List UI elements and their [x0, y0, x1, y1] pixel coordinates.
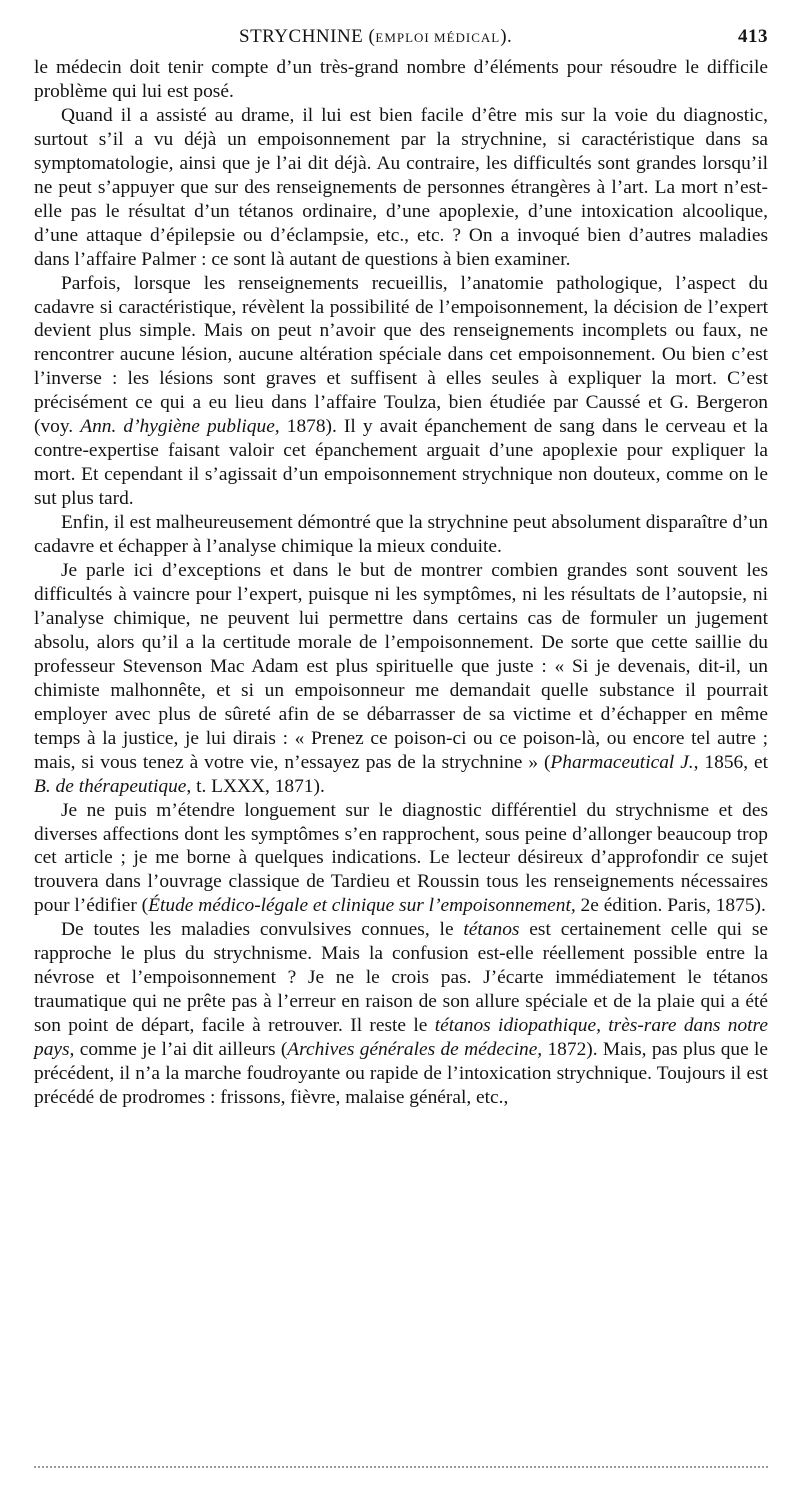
paragraph	[34, 799, 768, 919]
continued-paragraph	[34, 56, 768, 104]
paragraph	[34, 918, 768, 1110]
paragraph	[34, 511, 768, 559]
italic-citation: tétanos	[463, 919, 520, 941]
text-run: Je parle ici d’exceptions et dans le but de montrer combien grandes sont souvent les difficultés à vaincre pour l’expert, puisque ni les symptômes, ni les résultats de l’autopsie, ni l’analyse chimique, ne peuvent lui permettre dans certains cas de formuler un jugement absolu, alors qu’il a la certitude morale de l’empoisonnement. De sorte que cette saillie du professeur Stevenson Mac Adam est plus spirituelle que juste : « Si je devenais, dit-il, un chimiste malhonnête, et si un empoisonneur me demandait quelle substance il pourrait employer avec plus de sûreté afin de se débarrasser de sa victime et d’échapper en même temps à la justice, je lui dirais : « Prenez ce poison-ci ou ce poison-là, ou encore tel autre ; mais, si vous tenez à votre vie, n’essayez pas de la strychnine » (	[34, 560, 768, 773]
text-run: 1878). Il y avait épanchement de sang dans le cerveau et la contre-expertise faisant valoir cet épanchement arguait d’une apoplexie pour expliquer la mort. Et cependant il s’agissait d’un empoisonnement strychnique non douteux, comme on le sut plus tard.	[34, 416, 768, 510]
running-title-smallcaps: EMPLOI MÉDICAL	[375, 30, 501, 45]
italic-citation: tétanos idiopathique, très-rare dans notre pays,	[34, 1015, 768, 1061]
running-title	[239, 26, 512, 48]
running-head	[34, 24, 768, 56]
page	[34, 24, 768, 1110]
paragraph	[34, 104, 768, 272]
text-run: le médecin doit tenir compte d’un très-grand nombre d’éléments pour résoudre le difficile problème qui lui est posé.	[34, 57, 768, 102]
running-title-end: ).	[500, 26, 513, 47]
italic-citation: Pharmaceutical J.	[550, 751, 694, 773]
italic-citation: B. de thérapeutique	[34, 775, 187, 797]
paragraph	[34, 559, 768, 799]
text-run: Je ne puis m’étendre longuement sur le diagnostic différentiel du strychnisme et des diverses affections dont les symptômes s’en rapprochent, sous peine d’allonger beaucoup trop cet article ; je me borne à quelques indications. Le lecteur désireux d’approfondir ce sujet trouvera dans l’ouvrage classique de Tardieu et Roussin tous les renseignements nécessaires pour l’édifier (	[34, 799, 768, 917]
text-run: Parfois, lorsque les renseignements recueillis, l’anatomie pathologique, l’aspect du cadavre si caractéristique, révèlent la possibilité de l’empoisonnement, la décision de l’expert devient plus simple. Mais on peut n’avoir que des renseignements incomplets ou faux, ne rencontrer aucune lésion, aucune altération spéciale dans cet empoisonnement. Ou bien c’est l’inverse : les lésions sont graves et suffisent à elles seules à expliquer la mort. C’est précisément ce qui a eu lieu dans l’affaire Toulza, bien étudiée par Caussé et G. Bergeron (voy.	[34, 272, 768, 438]
paragraph	[34, 272, 768, 512]
text-run: 1872). Mais, pas plus que le précédent, il n’a la marche foudroyante ou rapide de l’intoxication strychnique. Toujours il est précédé de prodromes : frissons, fièvre, malaise général, etc.,	[34, 1039, 769, 1108]
footer-dotted-rule	[34, 1466, 768, 1468]
page-number: 413	[738, 26, 768, 47]
italic-citation: Ann. d’hygiène publique,	[80, 416, 280, 438]
text-run: Quand il a assisté au drame, il lui est bien facile d’être mis sur la voie du diagnostic, surtout s’il a vu déjà un empoisonnement par la strychnine, si caractéristique dans sa symptomatologie, ainsi que je l’ai dit déjà. Au contraire, les difficultés sont grandes lorsqu’il ne peut s’appuyer que sur des renseignements de personnes étrangères à l’art. La mort n’est-elle pas le résultat d’un tétanos ordinaire, d’une apoplexie, d’une intoxication alcoolique, d’une attaque d’épilepsie ou d’éclampsie, etc., etc. ? On a invoqué bien d’autres maladies dans l’affaire Palmer : ce sont là autant de questions à bien examiner.	[34, 104, 768, 270]
italic-citation: Archives générales de médecine,	[287, 1039, 543, 1061]
italic-citation: Étude médico-légale et clinique sur l’empoisonnement,	[148, 895, 576, 917]
running-title-main: STRYCHNINE (	[239, 26, 376, 47]
text-run: Enfin, il est malheureusement démontré que la strychnine peut absolument disparaître d’un cadavre et échapper à l’analyse chimique la mieux conduite.	[34, 512, 768, 558]
body-text	[34, 56, 768, 1110]
text-run: comme je l’ai dit ailleurs (	[74, 1039, 288, 1061]
text-run: , 1856, et	[693, 751, 768, 773]
text-run: , t. LXXX, 1871).	[186, 775, 325, 797]
text-run: est certainement celle qui se rapproche le plus du strychnisme. Mais la confusion est-elle réellement possible entre la névrose et l’empoisonnement ? Je ne le crois pas. J’écarte immédiatement le tétanos traumatique qui ne prête pas à l’erreur en raison de son allure spéciale et de la plaie qui a été son point de départ, facile à retrouver. Il reste le	[34, 919, 768, 1037]
text-run: 2e édition. Paris, 1875).	[575, 895, 766, 917]
text-run: De toutes les maladies convulsives connues, le	[61, 919, 464, 941]
